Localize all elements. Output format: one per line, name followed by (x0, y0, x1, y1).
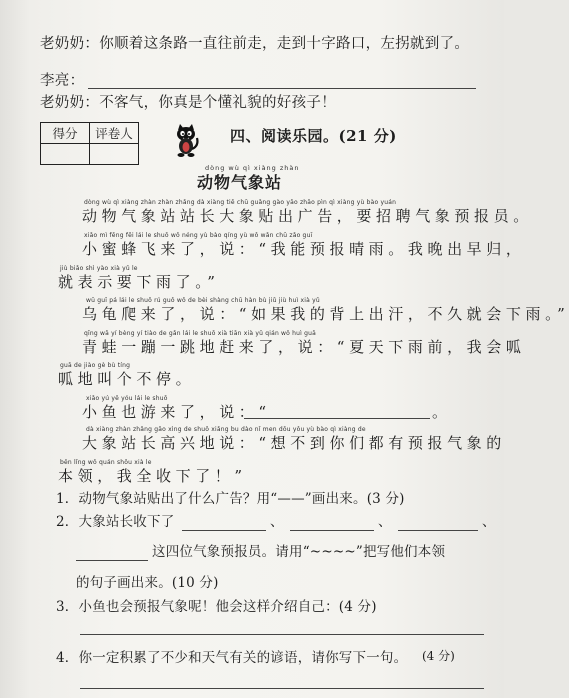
question-2-prefix: 2．大象站长收下了 (56, 514, 175, 530)
q2-separator: 、 (378, 514, 392, 530)
dialogue-line-grandma-directions: 老奶奶：你顺着这条路一直往前走，走到十字路口，左拐就到了。 (40, 36, 470, 52)
story-line: 本领，我全收下了！” (58, 467, 247, 485)
story-line: 小鱼也游来了，说：“ (82, 403, 271, 421)
q2-separator: 、 (270, 514, 284, 530)
question-4-score: (4 分) (422, 649, 455, 663)
liliang-label: 李亮： (40, 73, 85, 89)
score-table (40, 122, 139, 165)
q2-answer-blank-2[interactable] (290, 530, 374, 531)
story-line: 乌龟爬来了，说：“如果我的背上出汗，不久就会下雨。” (82, 305, 569, 323)
story-line: 大象站长高兴地说：“想不到你们都有预报气象的 (82, 434, 506, 452)
story-title: 动物气象站 (197, 173, 283, 192)
story-line: 呱地叫个不停。 (58, 370, 196, 388)
story-pinyin: xiǎo mì fēng fēi lái le shuō wǒ néng yù bào qíng yù wǒ wǎn chū zǎo guī (84, 232, 313, 239)
question-4: 4．你一定积累了不少和天气有关的谚语，请你写下一句。 (56, 650, 408, 666)
question-2-line3: 的句子画出来。(10 分) (76, 575, 219, 591)
q2-answer-blank-4[interactable] (76, 560, 148, 561)
story-pinyin: dà xiàng zhàn zhǎng gāo xìng de shuō xiǎng bu dào nǐ men dōu yǒu yù bào qì xiàng de (86, 426, 366, 433)
q3-answer-line[interactable] (80, 634, 484, 635)
question-1: 1．动物气象站贴出了什么广告？用“——”画出来。(3 分) (56, 491, 405, 507)
story-line: 动物气象站站长大象贴出广告，要招聘气象预报员。 (82, 207, 533, 225)
story-pinyin: běn lǐng wǒ quán shōu xià le (60, 459, 152, 466)
q2-answer-blank-3[interactable] (398, 530, 478, 531)
section-heading: 四、阅读乐园。(21 分) (230, 127, 397, 145)
q4-answer-line[interactable] (80, 688, 484, 689)
xiaoyu-answer-line[interactable] (244, 418, 430, 419)
story-pinyin: jiù biǎo shì yào xià yǔ le (60, 265, 138, 272)
dialogue-line-grandma-praise: 老奶奶：不客气，你真是个懂礼貌的好孩子！ (40, 95, 336, 111)
score-cell[interactable] (41, 144, 90, 165)
story-line: 就表示要下雨了。” (58, 273, 220, 291)
question-2-line2: 这四位气象预报员。请用“~~~~”把写他们本领 (152, 544, 446, 560)
liliang-answer-line[interactable] (88, 88, 476, 89)
story-line: 青蛙一蹦一跳地赶来了，说：“夏天下雨前，我会呱 (82, 338, 526, 356)
story-pinyin: qīng wā yí bèng yí tiào de gǎn lái le shuō xià tiān xià yǔ qián wǒ huì guā (84, 330, 317, 337)
cartoon-cat-icon (172, 124, 200, 158)
score-header: 得分 (41, 123, 90, 144)
story-pinyin: wū guī pá lái le shuō rú guǒ wǒ de bèi shàng chū hàn bù jiǔ jiù huì xià yǔ (86, 297, 320, 304)
story-pinyin: dòng wù qì xiàng zhàn zhàn zhǎng dà xiàng tiē chū guǎng gào yāo zhāo pìn qì xiàng yù bào yuán (84, 199, 397, 206)
xiaoyu-period: 。 (432, 403, 452, 421)
q2-answer-blank-1[interactable] (182, 530, 266, 531)
grader-header: 评卷人 (90, 123, 139, 144)
q2-separator: 、 (482, 514, 496, 530)
story-pinyin: xiǎo yú yě yóu lái le shuō (86, 395, 168, 402)
story-pinyin: guā de jiào gè bù tíng (60, 362, 131, 369)
story-title-pinyin: dòng wù qì xiàng zhàn (205, 164, 300, 172)
story-line: 小蜜蜂飞来了，说：“我能预报晴雨。我晚出早归， (82, 240, 526, 258)
grader-cell[interactable] (90, 144, 139, 165)
question-3: 3．小鱼也会预报气象呢！他会这样介绍自己：(4 分) (56, 599, 377, 615)
